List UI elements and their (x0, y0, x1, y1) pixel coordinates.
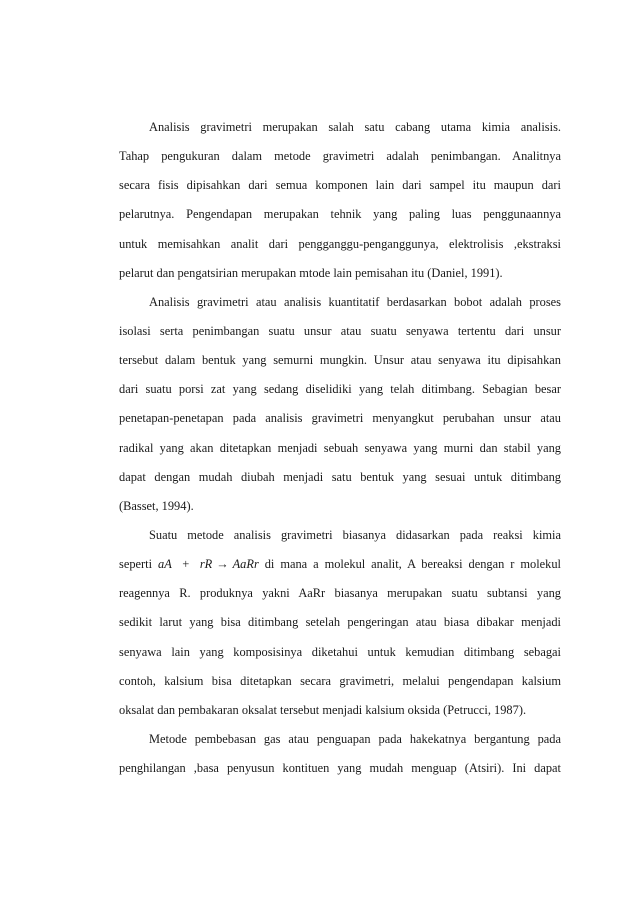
text-line: secara fisis dipisahkan dari semua komponen lain dari sampel itu maupun dari (119, 178, 561, 193)
text-line: (Basset, 1994). (119, 498, 194, 513)
text-line: Tahap pengukuran dalam metode gravimetri adalah penimbangan. Analitnya (119, 149, 561, 164)
equation-prefix: seperti (119, 557, 153, 572)
equation-right: AaRr (232, 557, 259, 572)
text-line: dapat dengan mudah diubah menjadi satu bentuk yang sesuai untuk ditimbang (119, 469, 561, 484)
text-line: isolasi serta penimbangan suatu unsur atau suatu senyawa tertentu dari unsur (119, 323, 561, 338)
text-line: pelarut dan pengatsirian merupakan mtode lain pemisahan itu (Daniel, 1991). (119, 265, 503, 280)
text-line: Analisis gravimetri atau analisis kuantitatif berdasarkan bobot adalah proses (149, 294, 561, 309)
text-line: penghilangan ,basa penyusun kontituen yang mudah menguap (Atsiri). Ini dapat (119, 761, 561, 776)
text-line: tersebut dalam bentuk yang semurni mungkin. Unsur atau senyawa itu dipisahkan (119, 353, 561, 368)
text-line: contoh, kalsium bisa ditetapkan secara gravimetri, melalui pengendapan kalsium (119, 673, 561, 688)
text-line: penetapan-penetapan pada analisis gravimetri menyangkut perubahan unsur atau (119, 411, 561, 426)
text-line: sedikit larut yang bisa ditimbang setelah pengeringan atau biasa dibakar menjadi (119, 615, 561, 630)
text-line: Suatu metode analisis gravimetri biasanya didasarkan pada reaksi kimia (149, 527, 561, 542)
text-line: reagennya R. produknya yakni AaRr biasanya merupakan suatu subtansi yang (119, 586, 561, 601)
text-line: pelarutnya. Pengendapan merupakan tehnik yang paling luas penggunaannya (119, 207, 561, 222)
text-line: untuk memisahkan analit dari pengganggu-penganggunya, elektrolisis ,ekstraksi (119, 236, 561, 251)
text-line: oksalat dan pembakaran oksalat tersebut menjadi kalsium oksida (Petrucci, 1987). (119, 702, 527, 717)
text-line: radikal yang akan ditetapkan menjadi sebuah senyawa yang murni dan stabil yang (119, 440, 561, 455)
text-line: Metode pembebasan gas atau penguapan pada hakekatnya bergantung pada (149, 731, 561, 746)
document-page (119, 113, 561, 783)
equation-suffix: di mana a molekul analit, A bereaksi dengan r molekul (264, 557, 561, 572)
text-line: Analisis gravimetri merupakan salah satu cabang utama kimia analisis. (149, 120, 561, 134)
text-line: dari suatu porsi zat yang sedang diselidiki yang telah ditimbang. Sebagian besar (119, 382, 561, 397)
text-line: senyawa lain yang komposisinya diketahui untuk kemudian ditimbang sebagai (119, 644, 561, 659)
equation-left: aA + rR (158, 557, 213, 572)
arrow-icon: → (216, 557, 229, 572)
equation-line (119, 550, 561, 579)
